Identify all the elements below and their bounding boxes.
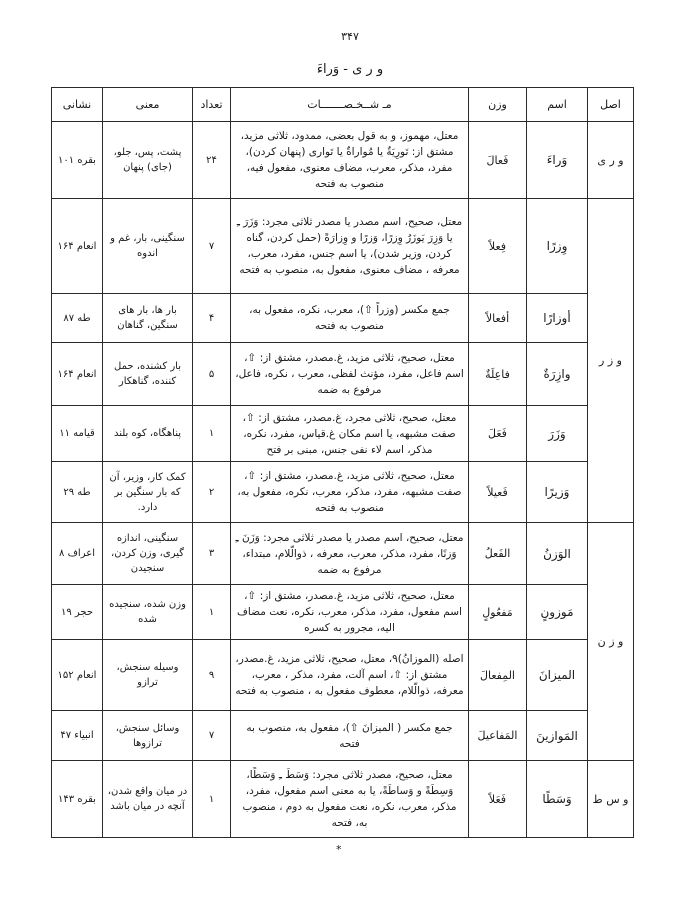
esm-cell: وَسَطًا [527,761,588,838]
meaning-cell: وسيله سنجش، ترازو [103,640,193,711]
table-row [52,199,634,294]
vazn-cell: مَفعُولٍ [469,585,527,640]
table-row [52,462,634,523]
count-cell: ۷ [193,711,231,761]
esm-cell: وَزيرًا [527,462,588,523]
table-row [52,640,634,711]
header-esm: اسم [527,88,588,122]
desc-cell: معتل، مهموز، و به قول بعضی، ممدود، ثلاثی مزید، مشتق از: تَورِيَةٌ يا مُواراةٌ يا تَواری (پنهان کردن)، مفرد، مذکر، معرب، مضاف معنوی، مفعول فيه، منصوب به فتحه [231,122,469,199]
esm-cell: وَراءَ [527,122,588,199]
reference-cell: طه ۸۷ [52,294,103,343]
meaning-cell: وزن شده، سنجيده شده [103,585,193,640]
count-cell: ۱ [193,406,231,462]
vazn-cell: فاعِلَةٌ [469,343,527,406]
desc-cell: معتل، صحيح، اسم مصدر يا مصدر ثلاثی مجرد: وَزَنَ ـِ وَزنًا، مفرد، مذکر، معرب، معرفه ، ذوالّلام، مبتداء، مرفوع به ضمه [231,523,469,585]
table-row [52,343,634,406]
reference-cell: انعام ۱۵۲ [52,640,103,711]
esm-cell: الميزانَ [527,640,588,711]
reference-cell: انعام ۱۶۴ [52,343,103,406]
esm-cell: وازِرَةٌ [527,343,588,406]
desc-cell: معتل، صحيح، ثلاثی مزيد، غ.مصدر، مشتق از: ⇧، صفت مشبهه، مفرد، مذکر، معرب، نکره، مفعول به، منصوب به فتحه [231,462,469,523]
vazn-cell: المَفاعيلَ [469,711,527,761]
table-row [52,294,634,343]
vazn-cell: الفَعلُ [469,523,527,585]
meaning-cell: پناهگاه، کوه بلند [103,406,193,462]
count-cell: ۲۴ [193,122,231,199]
reference-cell: اعراف ۸ [52,523,103,585]
esm-cell: المَوازينَ [527,711,588,761]
table-row [52,585,634,640]
vazn-cell: المِفعالَ [469,640,527,711]
count-cell: ۴ [193,294,231,343]
desc-cell: معتل، صحيح، ثلاثی مجرد، غ.مصدر، مشتق از: ⇧، صفت مشبهه، يا اسم مکان غ.قياس، مفرد، نکره، مذکر، اسم لاء نفی جنس، مبنی بر فتح [231,406,469,462]
table-header-row [52,88,634,122]
count-cell: ۱ [193,585,231,640]
desc-cell: اصله (الموزانُ)۹، معتل، صحيح، ثلاثی مزيد، غ.مصدر، مشتق از: ⇧، اسم آلت، مفرد، مذکر ، معرب، معرفه، ذوالّلام، معطوف مفعول به ، منصوب به فتحه [231,640,469,711]
table-row [52,122,634,199]
reference-cell: انعام ۱۶۴ [52,199,103,294]
esm-cell: الوَزنُ [527,523,588,585]
vazn-cell: فَعَلاً [469,761,527,838]
table-row [52,406,634,462]
meaning-cell: در ميان واقع شدن، آنچه در ميان باشد [103,761,193,838]
table-row [52,711,634,761]
meaning-cell: وسائل سنجش، ترازوها [103,711,193,761]
desc-cell: معتل، صحيح، ثلاثی مزيد، غ.مصدر، مشتق از: ⇧، اسم مفعول، مفرد، مذکر، معرب، نکره، نعت مضاف اليه، مجرور به کسره [231,585,469,640]
vazn-cell: فَعيلاً [469,462,527,523]
count-cell: ۳ [193,523,231,585]
header-vazn: وزن [469,88,527,122]
reference-cell: بقره ۱۰۱ [52,122,103,199]
header-neshani: نشانی [52,88,103,122]
count-cell: ۲ [193,462,231,523]
desc-cell: معتل، صحيح، مصدر ثلاثی مجرد: وَسَطَ ـِ وَسَطًا، وَسِطَةً و وَساطَةً، يا به معنی اسم مفعول، مفرد، مذکر، معرب، نکره، نعت مفعول به دوم ، منصوب به، فتحه [231,761,469,838]
meaning-cell: بار کشنده، حمل کننده، گناهکار [103,343,193,406]
vazn-cell: فِعلاً [469,199,527,294]
lexicon-table [51,87,634,838]
reference-cell: بقره ۱۴۳ [52,761,103,838]
reference-cell: انبياء ۴۷ [52,711,103,761]
page-title: و ر ی - وَراءَ [316,62,384,77]
count-cell: ۱ [193,761,231,838]
table-row [52,523,634,585]
reference-cell: طه ۲۹ [52,462,103,523]
header-tedad: تعداد [193,88,231,122]
meaning-cell: کمک کار، وزير، آن که بار سنگين بر دارد. [103,462,193,523]
vazn-cell: فَعالَ [469,122,527,199]
desc-cell: جمع مکسر (وزراً ⇧)، معرب، نکره، مفعول به، منصوب به فتحه [231,294,469,343]
desc-cell: معتل، صحيح، اسم مصدر يا مصدر ثلاثی مجرد: وَزَرَ ـِ يا وَزِرَ يَوزَرُ وِزرًا، وَزرًا و وِزارَةً (حمل کردن، گناه کردن، وزير شدن)، يا اسم جنس، مفرد، معرب، معرفه ، مضاف معنوی، مفعول به، منصوب به فتحه [231,199,469,294]
esm-cell: مَوزونٍ [527,585,588,640]
vazn-cell: فَعَلَ [469,406,527,462]
footer-asterisk: * [336,843,342,856]
esm-cell: أوزارًا [527,294,588,343]
header-moshakhasat: مـ شــخـصـــــــات [231,88,469,122]
count-cell: ۹ [193,640,231,711]
meaning-cell: سنگينی، اندازه گيری، وزن کردن، سنجيدن [103,523,193,585]
root-cell: و ز ر [588,199,634,523]
count-cell: ۵ [193,343,231,406]
header-mana: معنی [103,88,193,122]
desc-cell: معتل، صحيح، ثلاثی مزيد، غ.مصدر، مشتق از: ⇧، اسم فاعل، مفرد، مؤنث لفظی، معرب ، نکره، فاعل، مرفوع به ضمه [231,343,469,406]
vazn-cell: أفعالاً [469,294,527,343]
root-cell: و س ط [588,761,634,838]
esm-cell: وَزَرَ [527,406,588,462]
esm-cell: وِزرًا [527,199,588,294]
count-cell: ۷ [193,199,231,294]
header-asl: اصل [588,88,634,122]
reference-cell: حجر ۱۹ [52,585,103,640]
reference-cell: قيامه ۱۱ [52,406,103,462]
meaning-cell: بار ها، بار های سنگين، گناهان [103,294,193,343]
meaning-cell: سنگينی، بار، غم و اندوه [103,199,193,294]
page-number: ۳۴۷ [341,30,359,43]
desc-cell: جمع مکسر ( الميزانَ ⇧)، مفعول به، منصوب به فتحه [231,711,469,761]
root-cell: و ر ی [588,122,634,199]
meaning-cell: پشت، پس، جلو، (جای) پنهان [103,122,193,199]
root-cell: و ز ن [588,523,634,761]
table-row [52,761,634,838]
